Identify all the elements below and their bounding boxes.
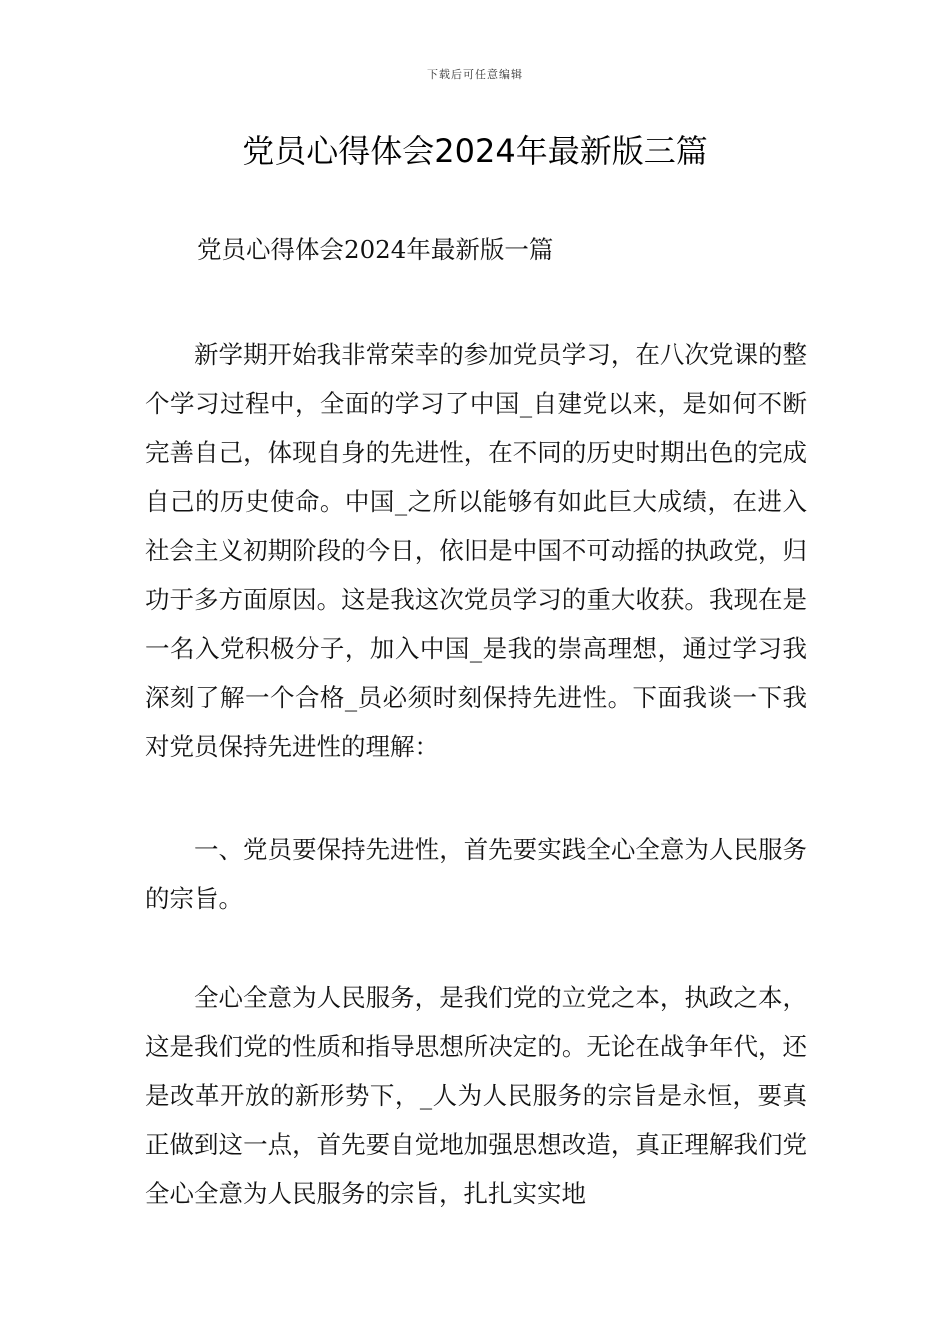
document-subtitle: 党员心得体会2024年最新版一篇 (197, 235, 554, 264)
header-note: 下载后可任意编辑 (427, 68, 523, 81)
document-title: 党员心得体会2024年最新版三篇 (242, 132, 708, 170)
paragraph-section-heading: 一、党员要保持先进性，首先要实践全心全意为人民服务的宗旨。 (145, 835, 807, 913)
paragraph-intro: 新学期开始我非常荣幸的参加党员学习，在八次党课的整个学习过程中，全面的学习了中国_自建党以来，是如何不断完善自己，体现自身的先进性，在不同的历史时期出色的完成自己的历史使命。中国_之所以能够有如此巨大成绩，在进入社会主义初期阶段的今日，依旧是中国不可动摇的执政党，归功于多方面原因。这是我这次党员学习的重大收获。我现在是一名入党积极分子，加入中国_是我的崇高理想，通过学习我深刻了解一个合格_员必须时刻保持先进性。下面我谈一下我对党员保持先进性的理解： (145, 340, 807, 761)
paragraph-body: 全心全意为人民服务，是我们党的立党之本，执政之本，这是我们党的性质和指导思想所决定的。无论在战争年代，还是改革开放的新形势下，_人为人民服务的宗旨是永恒，要真正做到这一点，首先要自觉地加强思想改造，真正理解我们党全心全意为人民服务的宗旨，扎扎实实地 (145, 983, 807, 1208)
